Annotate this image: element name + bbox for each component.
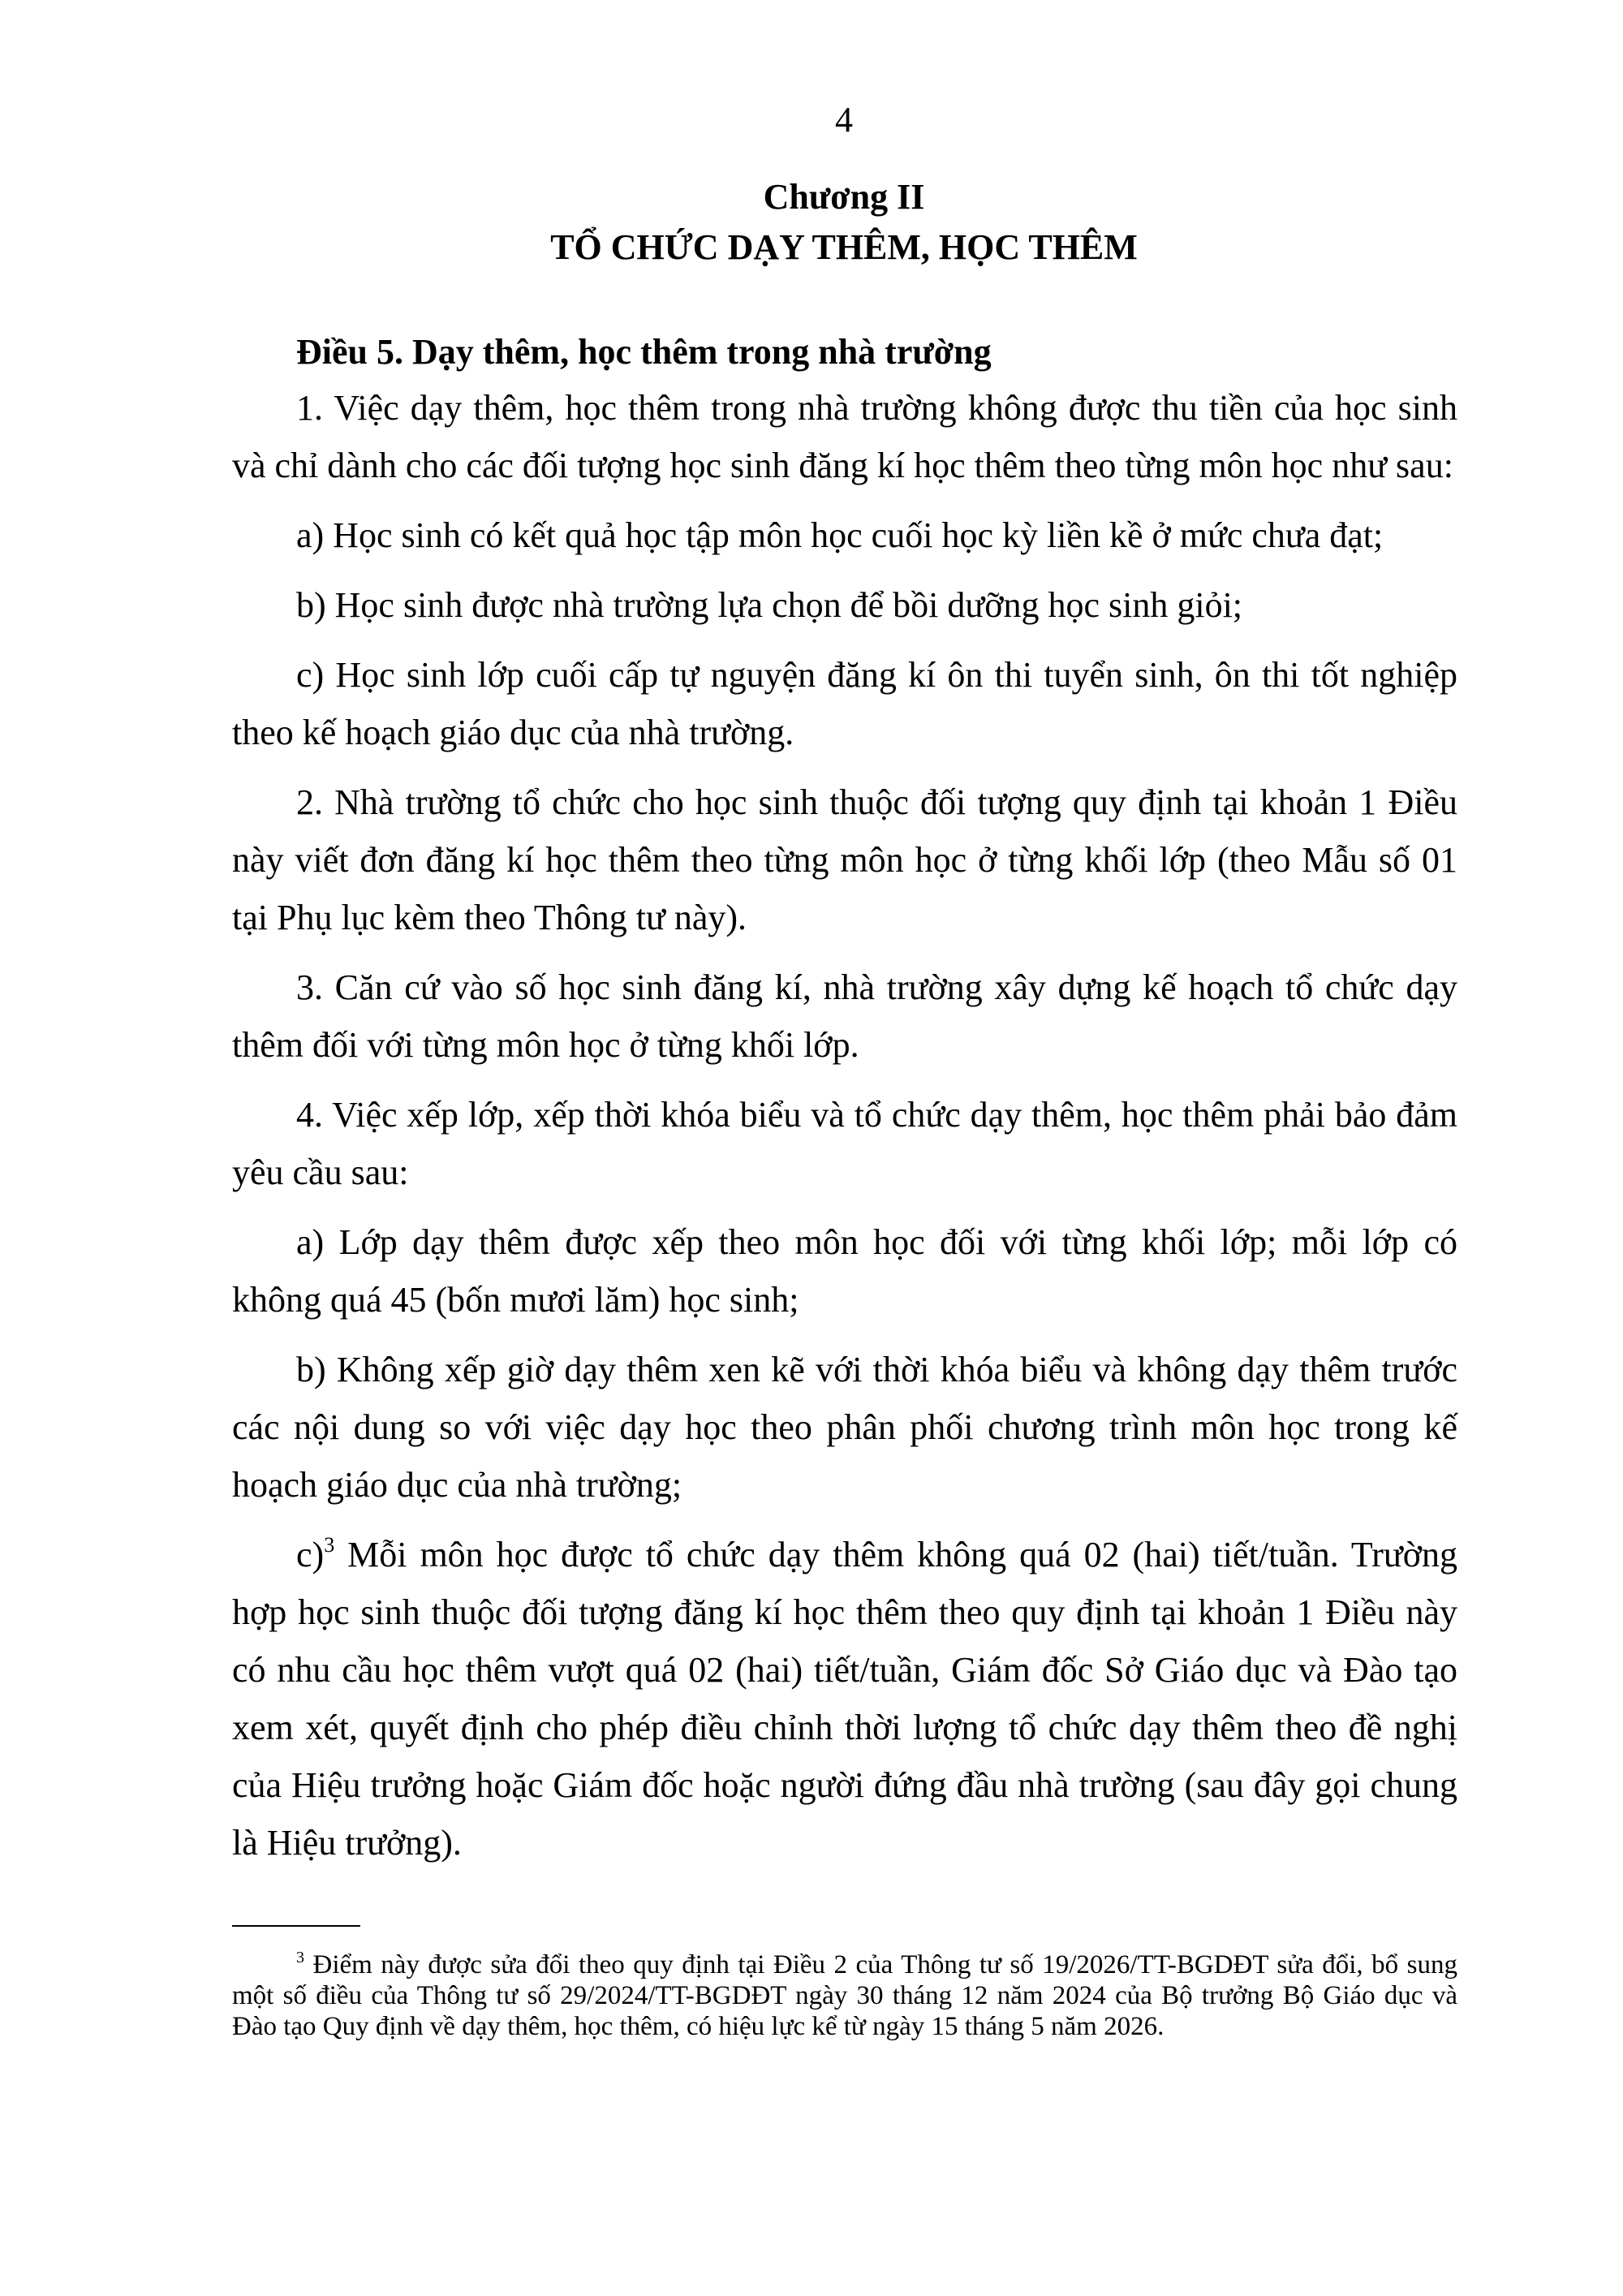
paragraph-4a: a) Lớp dạy thêm được xếp theo môn học đối với từng khối lớp; mỗi lớp có không quá 45 (bốn mươi lăm) học sinh; bbox=[232, 1222, 1457, 1320]
paragraph-1: 1. Việc dạy thêm, học thêm trong nhà trường không được thu tiền của học sinh và chỉ dành cho các đối tượng học sinh đăng kí học thêm theo từng môn học như sau: bbox=[232, 388, 1457, 485]
chapter-heading bbox=[0, 172, 1623, 273]
paragraph-1c: c) Học sinh lớp cuối cấp tự nguyện đăng kí ôn thi tuyển sinh, ôn thi tốt nghiệp theo kế hoạch giáo dục của nhà trường. bbox=[232, 655, 1457, 752]
paragraph-1a: a) Học sinh có kết quả học tập môn học cuối học kỳ liền kề ở mức chưa đạt; bbox=[296, 515, 1384, 555]
paragraph-4c-text: Mỗi môn học được tổ chức dạy thêm không quá 02 (hai) tiết/tuần. Trường hợp học sinh thuộc đối tượng đăng kí học thêm theo quy định tại khoản 1 Điều này có nhu cầu học thêm vượt quá 02 (hai) tiết/tuần, Giám đốc Sở Giáo dục và Đào tạo xem xét, quyết định cho phép điều chỉnh thời lượng tổ chức dạy thêm theo đề nghị của Hiệu trưởng hoặc Giám đốc hoặc người đứng đầu nhà trường (sau đây gọi chung là Hiệu trưởng). bbox=[232, 1535, 1457, 1863]
article-body bbox=[232, 323, 1457, 1884]
page-number: 4 bbox=[835, 100, 853, 140]
paragraph-4: 4. Việc xếp lớp, xếp thời khóa biểu và tổ chức dạy thêm, học thêm phải bảo đảm yêu cầu sau: bbox=[232, 1095, 1457, 1192]
footnote-text: Điểm này được sửa đổi theo quy định tại Điều 2 của Thông tư số 19/2026/TT-BGDĐT sửa đổi, bổ sung một số điều của Thông tư số 29/2024/TT-BGDĐT ngày 30 tháng 12 năm 2024 của Bộ trưởng Bộ Giáo dục và Đào tạo Quy định về dạy thêm, học thêm, có hiệu lực kể từ ngày 15 tháng 5 năm 2026. bbox=[232, 1950, 1457, 2041]
paragraph-4c bbox=[232, 1526, 1457, 1872]
article-title: Điều 5. Dạy thêm, học thêm trong nhà trường bbox=[296, 332, 992, 372]
footnote-reference[interactable]: 3 bbox=[324, 1533, 335, 1557]
paragraph-2: 2. Nhà trường tổ chức cho học sinh thuộc đối tượng quy định tại khoản 1 Điều này viết đơn đăng kí học thêm theo từng môn học ở từng khối lớp (theo Mẫu số 01 tại Phụ lục kèm theo Thông tư này). bbox=[232, 782, 1457, 937]
footnote-number: 3 bbox=[296, 1949, 304, 1966]
chapter-title: TỔ CHỨC DẠY THÊM, HỌC THÊM bbox=[550, 227, 1138, 267]
paragraph-4c-prefix: c) bbox=[296, 1535, 325, 1574]
footnote bbox=[232, 1949, 1457, 2042]
footnote-separator bbox=[232, 1925, 360, 1927]
paragraph-1b: b) Học sinh được nhà trường lựa chọn để bồi dưỡng học sinh giỏi; bbox=[296, 585, 1243, 625]
paragraph-4b: b) Không xếp giờ dạy thêm xen kẽ với thời khóa biểu và không dạy thêm trước các nội dung so với việc dạy học theo phân phối chương trình môn học trong kế hoạch giáo dục của nhà trường; bbox=[232, 1350, 1457, 1505]
chapter-label: Chương II bbox=[763, 177, 925, 217]
paragraph-3: 3. Căn cứ vào số học sinh đăng kí, nhà trường xây dựng kế hoạch tổ chức dạy thêm đối với từng môn học ở từng khối lớp. bbox=[232, 967, 1457, 1065]
